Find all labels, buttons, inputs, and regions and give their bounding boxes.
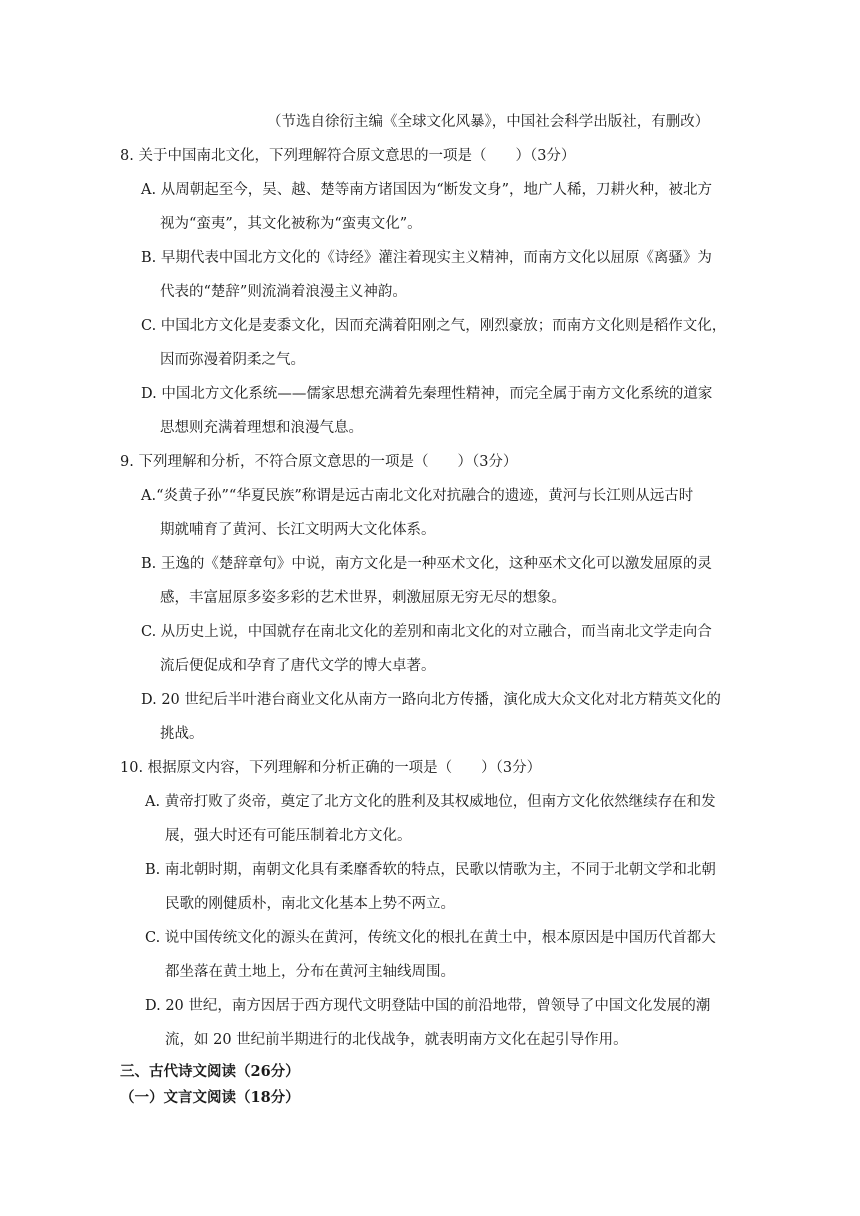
q10-option-d-line1: D. 20 世纪，南方因居于西方现代文明登陆中国的前沿地带，曾领导了中国文化发展的潮 xyxy=(145,998,711,1014)
q10-option-d-line2: 流，如 20 世纪前半期进行的北伐战争，就表明南方文化在起引导作用。 xyxy=(165,1032,628,1048)
q10-option-a-line2: 展，强大时还有可能压制着北方文化。 xyxy=(165,828,412,844)
q9-option-c-line1: C. 从历史上说，中国就存在南北文化的差别和南北文化的对立融合，而当南北文学走向合 xyxy=(141,624,712,640)
question-10-stem: 10. 根据原文内容，下列理解和分析正确的一项是（ ）（3分） xyxy=(120,760,542,776)
q10-option-b-line1: B. 南北朝时期，南朝文化具有柔靡香软的特点，民歌以情歌为主，不同于北朝文学和北朝 xyxy=(145,862,716,878)
q8-option-c-line2: 因而弥漫着阴柔之气。 xyxy=(160,352,305,368)
q9-option-a-line2: 期就哺育了黄河、长江文明两大文化体系。 xyxy=(160,522,436,538)
q8-option-a-line2: 视为“蛮夷”，其文化被称为“蛮夷文化”。 xyxy=(160,216,422,232)
q10-option-c-line1: C. 说中国传统文化的源头在黄河，传统文化的根扎在黄土中，根本原因是中国历代首都大 xyxy=(145,930,716,946)
q10-option-b-line2: 民歌的刚健质朴，南北文化基本上势不两立。 xyxy=(165,896,455,912)
q9-option-b-line2: 感，丰富屈原多姿多彩的艺术世界，刺激屈原无穷无尽的想象。 xyxy=(160,590,566,606)
question-9-stem: 9. 下列理解和分析，不符合原文意思的一项是（ ）（3分） xyxy=(120,454,518,470)
q9-option-c-line2: 流后便促成和孕育了唐代文学的博大卓著。 xyxy=(160,658,436,674)
q8-option-a-line1: A. 从周朝起至今，吴、越、楚等南方诸国因为“断发文身”，地广人稀，刀耕火种，被北方 xyxy=(141,182,713,198)
q9-option-b-line1: B. 王逸的《楚辞章句》中说，南方文化是一种巫术文化，这种巫术文化可以激发屈原的灵 xyxy=(141,556,712,572)
q8-option-c-line1: C. 中国北方文化是麦黍文化，因而充满着阳刚之气，刚烈豪放；而南方文化则是稻作文化， xyxy=(141,318,727,334)
source-note: （节选自徐衍主编《全球文化风暴》，中国社会科学出版社，有删改） xyxy=(267,114,710,130)
q10-option-a-line1: A. 黄帝打败了炎帝，奠定了北方文化的胜利及其权威地位，但南方文化依然继续存在和发 xyxy=(145,794,716,810)
q8-option-b-line2: 代表的“楚辞”则流淌着浪漫主义神韵。 xyxy=(160,284,407,300)
section-heading: 三、古代诗文阅读（26分） xyxy=(120,1063,300,1080)
subsection-heading: （一）文言文阅读（18分） xyxy=(120,1089,300,1106)
q9-option-d-line2: 挑战。 xyxy=(160,726,204,742)
q8-option-d-line1: D. 中国北方文化系统——儒家思想充满着先秦理性精神，而完全属于南方文化系统的道家 xyxy=(141,386,713,402)
q8-option-b-line1: B. 早期代表中国北方文化的《诗经》灌注着现实主义精神，而南方文化以屈原《离骚》为 xyxy=(141,250,712,266)
q10-option-c-line2: 都坐落在黄土地上，分布在黄河主轴线周围。 xyxy=(165,964,455,980)
q8-option-d-line2: 思想则充满着理想和浪漫气息。 xyxy=(160,420,363,436)
question-8-stem: 8. 关于中国南北文化，下列理解符合原文意思的一项是（ ）（3分） xyxy=(120,148,576,164)
q9-option-d-line1: D. 20 世纪后半叶港台商业文化从南方一路向北方传播，演化成大众文化对北方精英文化的 xyxy=(141,692,721,708)
q9-option-a-line1: A.“炎黄子孙”“华夏民族”称谓是远古南北文化对抗融合的遗迹，黄河与长江则从远古时 xyxy=(141,488,694,504)
